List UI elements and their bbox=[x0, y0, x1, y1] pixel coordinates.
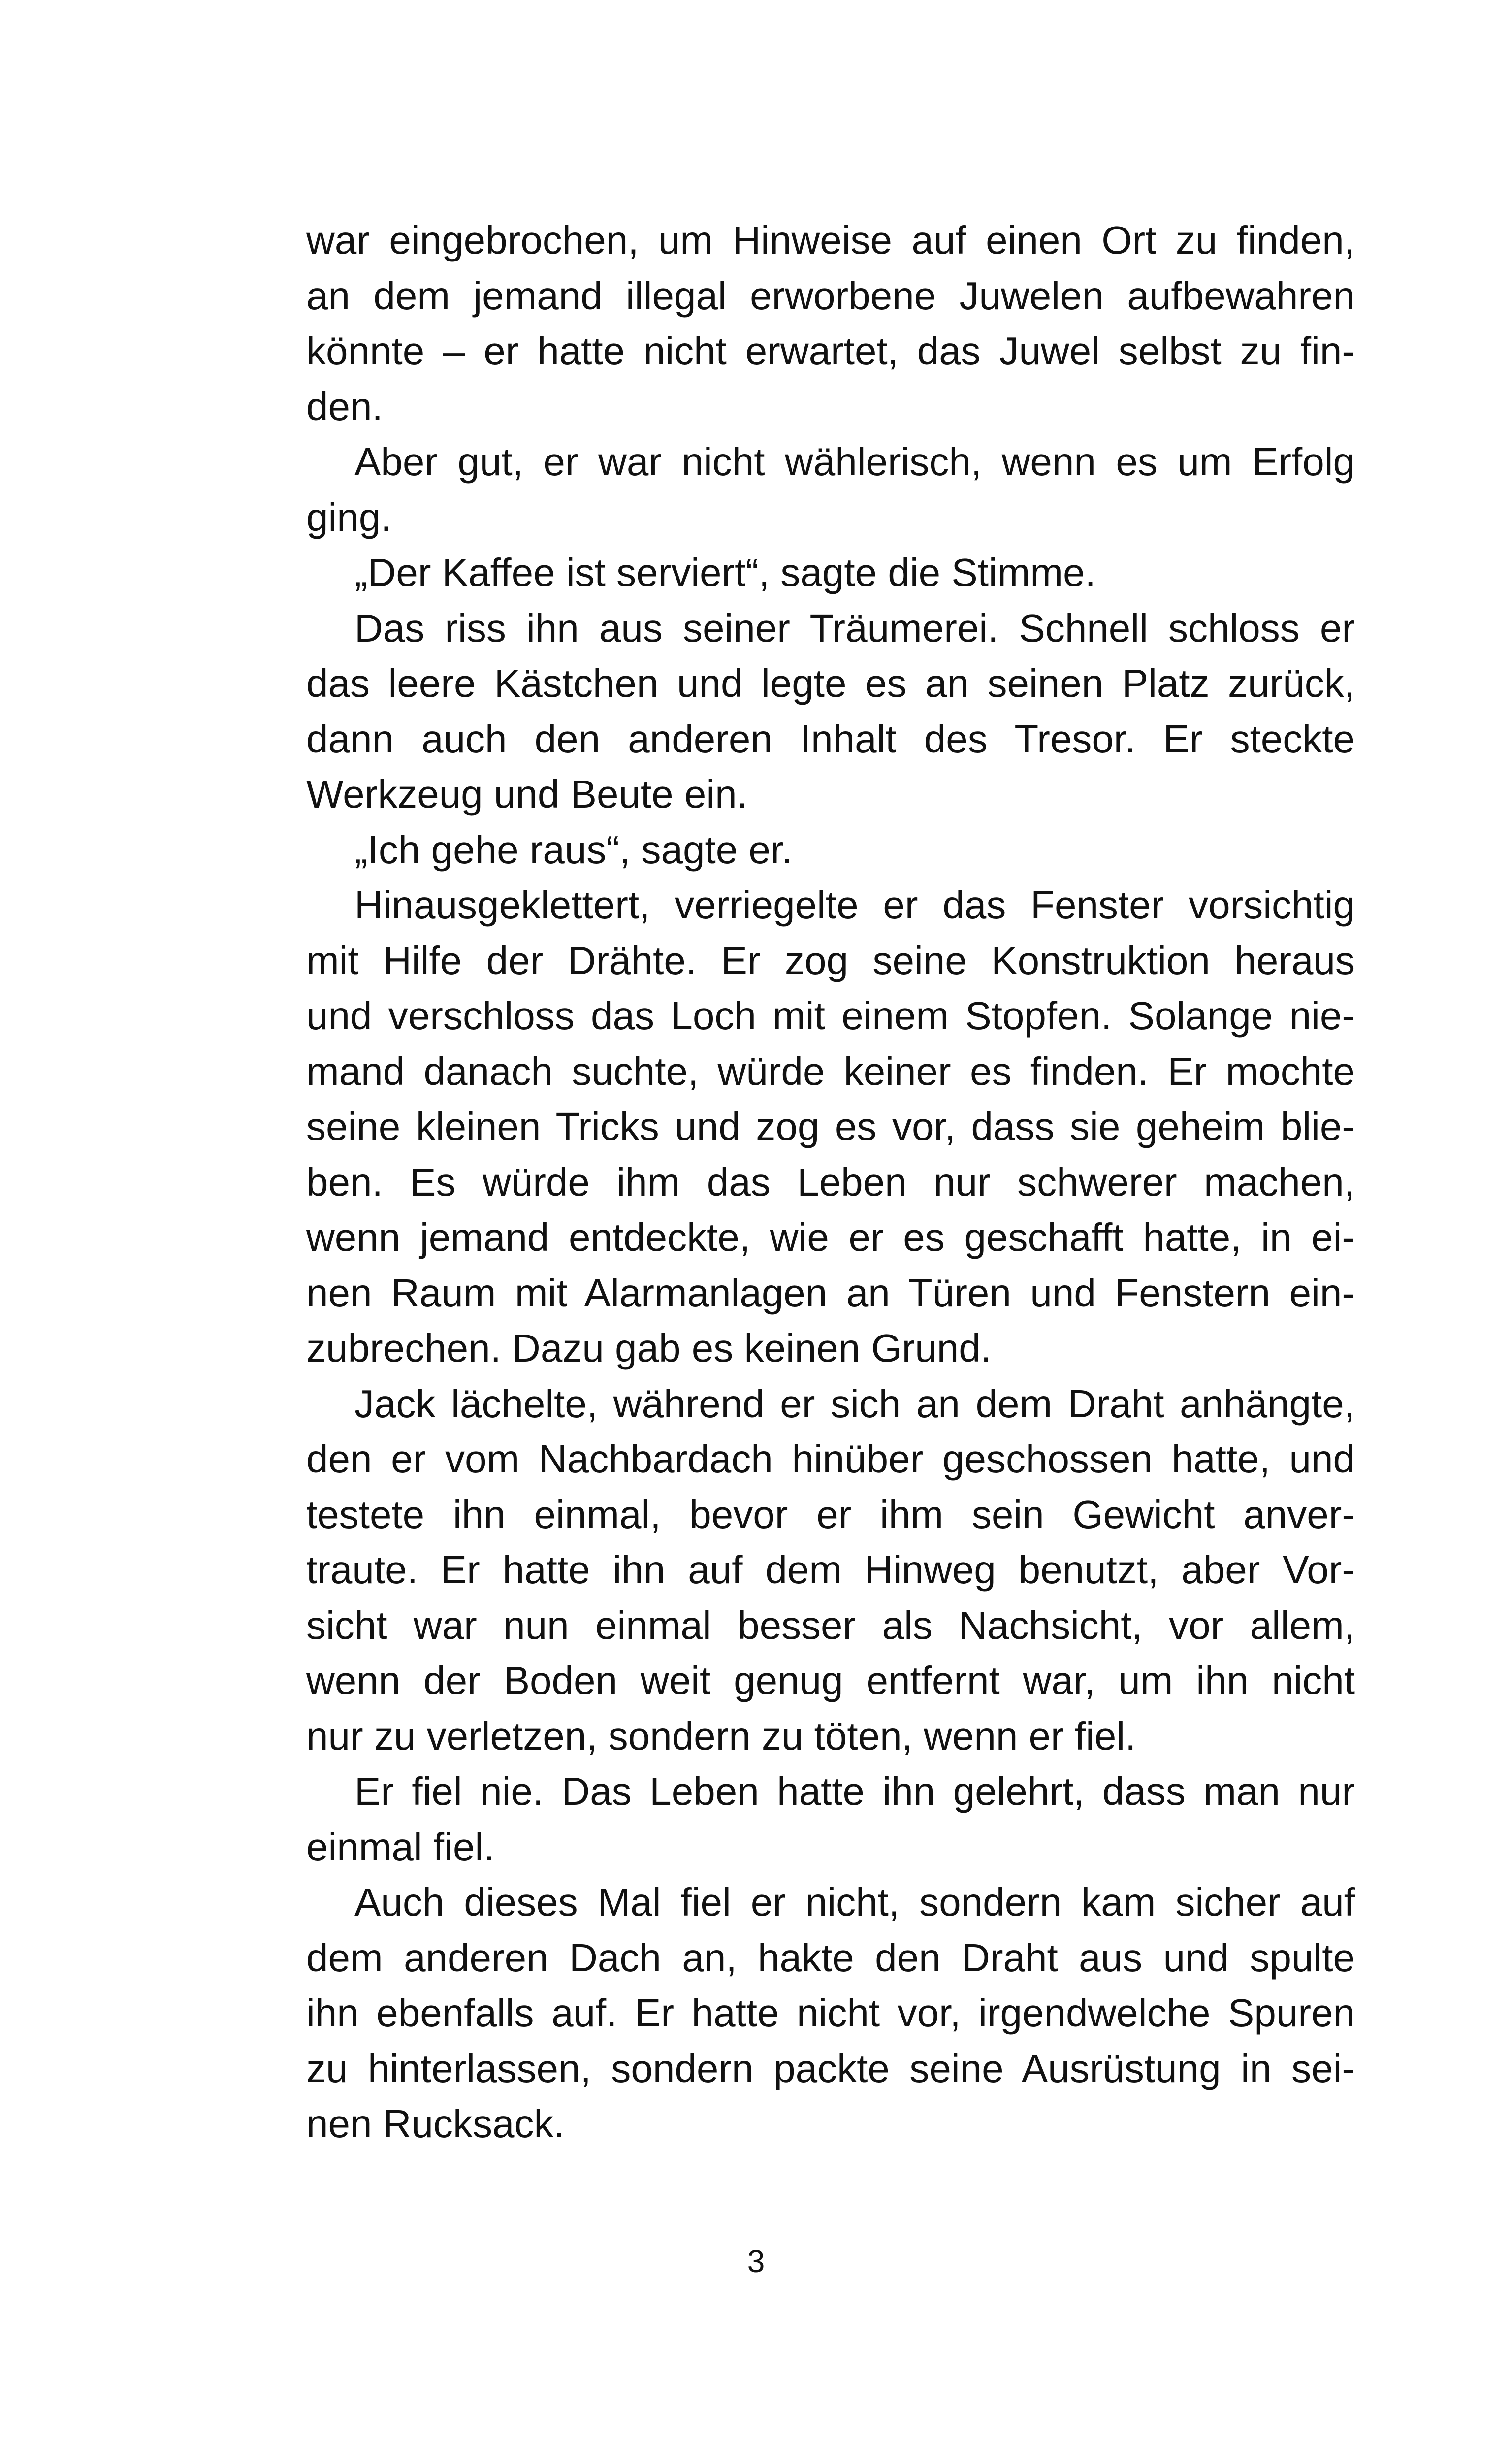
text-line: nur zu verletzen, sondern zu töten, wenn er fiel. bbox=[306, 1714, 1136, 1758]
text-line: einmal fiel. bbox=[306, 1824, 495, 1869]
text-line: Jack lächelte, während er sich an dem Draht anhängte, bbox=[354, 1381, 1355, 1426]
text-line: Hinausgeklettert, verriegelte er das Fenster vorsichtig bbox=[354, 883, 1355, 927]
text-line: ben. Es würde ihm das Leben nur schwerer machen, bbox=[306, 1160, 1355, 1204]
text-line: dann auch den anderen Inhalt des Tresor. Er steckte bbox=[306, 717, 1355, 761]
text-line: an dem jemand illegal erworbene Juwelen aufbewahren bbox=[306, 273, 1355, 318]
text-line: mit Hilfe der Drähte. Er zog seine Konstruktion heraus bbox=[306, 938, 1355, 982]
text-line: mand danach suchte, würde keiner es finden. Er mochte bbox=[306, 1049, 1355, 1093]
text-line: dem anderen Dach an, hakte den Draht aus und spulte bbox=[306, 1935, 1355, 1980]
text-line: könnte – er hatte nicht erwartet, das Juwel selbst zu fin- bbox=[306, 329, 1355, 373]
text-line: ihn ebenfalls auf. Er hatte nicht vor, irgendwelche Spuren bbox=[306, 1991, 1355, 2035]
text-line: Das riss ihn aus seiner Träumerei. Schnell schloss er bbox=[354, 606, 1355, 650]
text-line: wenn jemand entdeckte, wie er es geschafft hatte, in ei- bbox=[306, 1215, 1355, 1259]
text-line: den er vom Nachbardach hinüber geschossen hatte, und bbox=[306, 1437, 1355, 1481]
text-line: und verschloss das Loch mit einem Stopfen. Solange nie- bbox=[306, 994, 1355, 1038]
text-line: Werkzeug und Beute ein. bbox=[306, 772, 748, 816]
text-line: „Der Kaffee ist serviert“, sagte die Stimme. bbox=[354, 551, 1096, 594]
text-line: sicht war nun einmal besser als Nachsicht, vor allem, bbox=[306, 1603, 1355, 1647]
text-line: ging. bbox=[306, 495, 392, 539]
page-body-text bbox=[306, 213, 1355, 2152]
text-line: „Ich gehe raus“, sagte er. bbox=[354, 827, 793, 872]
text-line: den. bbox=[306, 384, 383, 428]
text-line: wenn der Boden weit genug entfernt war, um ihn nicht bbox=[306, 1659, 1355, 1702]
text-line: traute. Er hatte ihn auf dem Hinweg benutzt, aber Vor- bbox=[306, 1548, 1355, 1592]
text-line: zu hinterlassen, sondern packte seine Ausrüstung in sei- bbox=[306, 2046, 1355, 2090]
text-line: nen Rucksack. bbox=[306, 2102, 565, 2146]
text-line: Er fiel nie. Das Leben hatte ihn gelehrt, dass man nur bbox=[354, 1769, 1355, 1813]
text-line: zubrechen. Dazu gab es keinen Grund. bbox=[306, 1326, 992, 1370]
page-number: 3 bbox=[747, 2244, 765, 2279]
text-line: war eingebrochen, um Hinweise auf einen Ort zu finden, bbox=[306, 218, 1355, 262]
text-line: Aber gut, er war nicht wählerisch, wenn es um Erfolg bbox=[354, 440, 1355, 484]
text-line: testete ihn einmal, bevor er ihm sein Gewicht anver- bbox=[306, 1492, 1355, 1536]
text-line: das leere Kästchen und legte es an seinen Platz zurück, bbox=[306, 661, 1355, 705]
text-line: seine kleinen Tricks und zog es vor, dass sie geheim blie- bbox=[306, 1105, 1355, 1148]
text-line: nen Raum mit Alarmanlagen an Türen und Fenstern ein- bbox=[306, 1270, 1355, 1315]
text-line: Auch dieses Mal fiel er nicht, sondern kam sicher auf bbox=[354, 1880, 1355, 1924]
